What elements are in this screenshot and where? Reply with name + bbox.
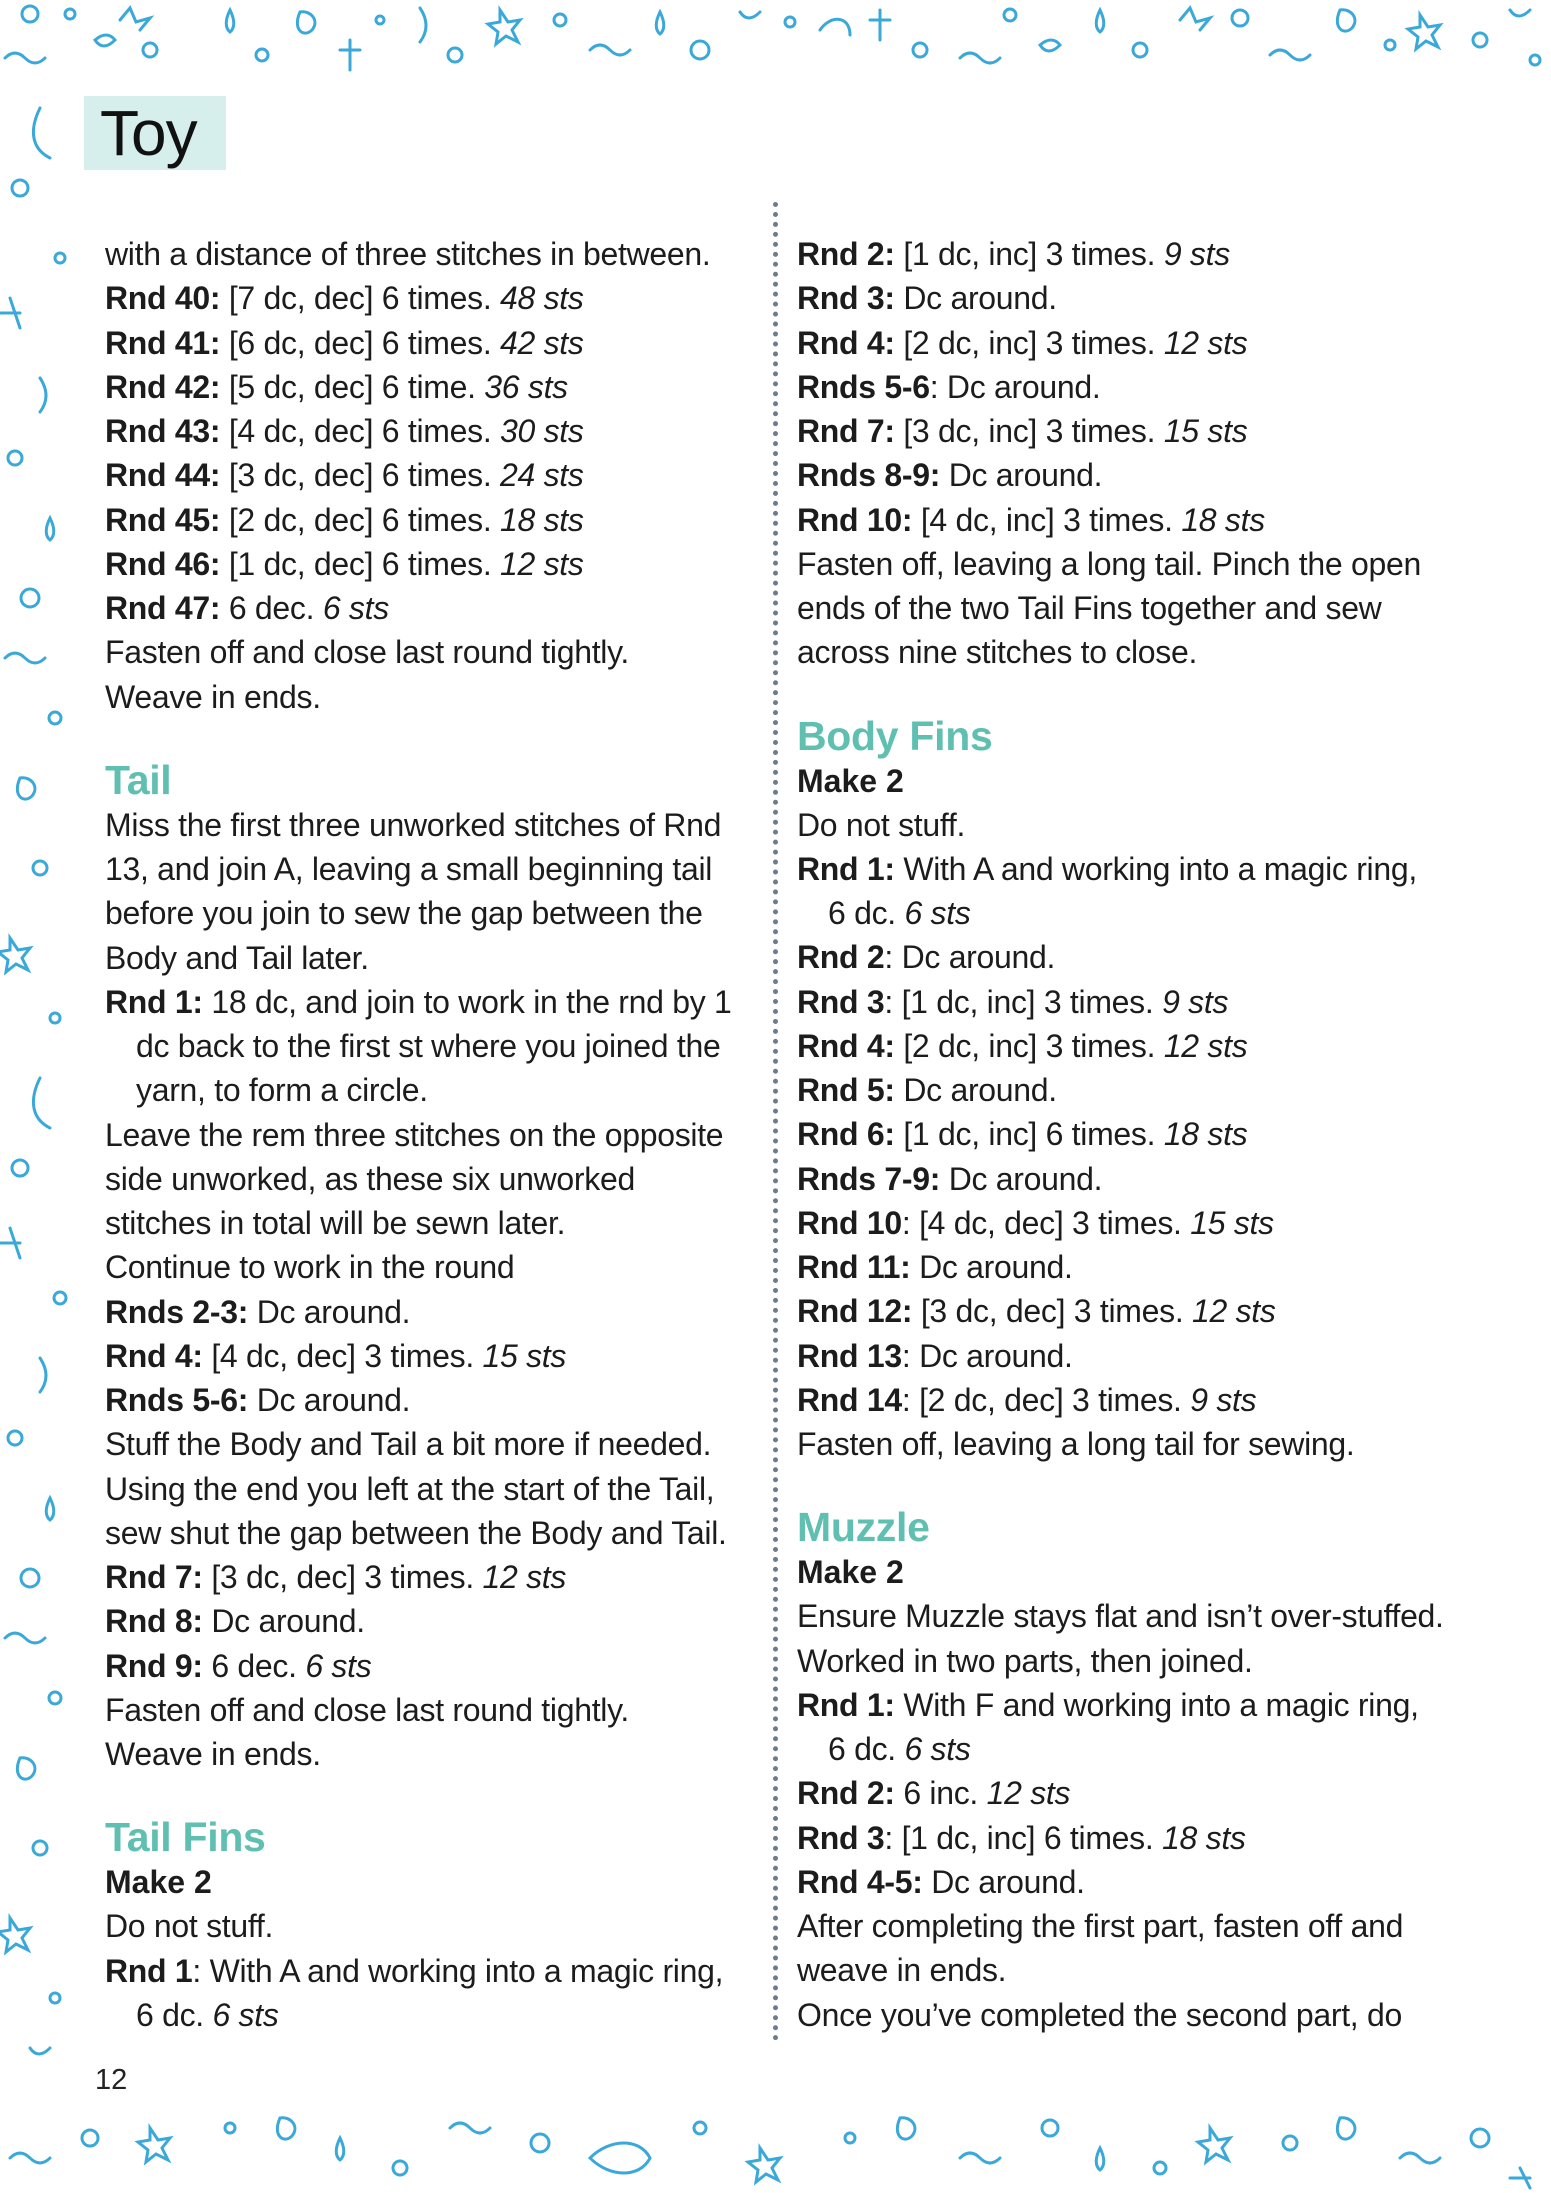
instruction-text: Do not stuff.: [105, 1908, 274, 1945]
round-label: Rnd 1: [105, 1952, 193, 1989]
round-instruction: [797, 1378, 1457, 1422]
round-instruction: [105, 1378, 751, 1422]
round-label: Rnd 42:: [105, 368, 221, 405]
instruction-text: 6 dec.: [202, 1647, 306, 1684]
instruction-text: Fasten off, leaving a long tail for sewing.: [797, 1426, 1355, 1462]
pattern-text-line: [797, 1639, 1457, 1683]
round-label: Rnd 10:: [797, 501, 913, 538]
stitch-count: 9 sts: [1162, 983, 1229, 1020]
round-label: Rnd 13: [797, 1337, 902, 1374]
round-label: Rnds 5-6:: [105, 1382, 249, 1418]
section-heading: Tail Fins: [105, 1814, 266, 1861]
round-label: Rnd 3:: [797, 280, 895, 317]
instruction-text: : With A and working into a magic ring,: [192, 1952, 724, 1989]
instruction-text: [7 dc, dec] 6 times.: [220, 280, 500, 317]
instruction-text: Dc around.: [940, 1160, 1103, 1197]
round-instruction: [797, 1245, 1457, 1289]
pattern-text-line: [797, 542, 1457, 586]
instruction-text: across nine stitches to close.: [797, 634, 1198, 671]
round-instruction: [797, 847, 1457, 891]
pattern-text-line: [105, 1024, 751, 1068]
round-label: Rnd 2:: [797, 236, 895, 272]
pattern-text-line: [105, 1467, 751, 1511]
round-label: Rnd 1:: [105, 983, 203, 1020]
instruction-text: Using the end you left at the start of the Tail,: [105, 1470, 715, 1507]
round-label: Rnds 7-9:: [797, 1160, 941, 1197]
round-instruction: [797, 935, 1457, 979]
round-instruction: [797, 1860, 1457, 1904]
round-label: Rnd 7:: [105, 1559, 203, 1595]
stitch-count: 12 sts: [482, 1559, 567, 1595]
stitch-count: 12 sts: [1192, 1293, 1276, 1330]
instruction-text: [3 dc, dec] 3 times.: [912, 1293, 1192, 1330]
instruction-text: Ensure Muzzle stays flat and isn’t over-stuffed.: [797, 1598, 1444, 1635]
round-instruction: [797, 453, 1457, 497]
round-instruction: [797, 1201, 1457, 1245]
stitch-count: 12 sts: [986, 1775, 1071, 1812]
instruction-text: Fasten off and close last round tightly.: [105, 1691, 630, 1728]
round-label: Rnd 12:: [797, 1293, 913, 1330]
round-instruction: [797, 1289, 1457, 1333]
instruction-text: [5 dc, dec] 6 time.: [220, 368, 485, 405]
instruction-text: 18 dc, and join to work in the rnd by 1: [202, 983, 732, 1020]
pattern-text-line: [105, 936, 751, 980]
instruction-text: [1 dc, dec] 6 times.: [220, 545, 500, 582]
instruction-text: [3 dc, dec] 6 times.: [220, 457, 500, 494]
instruction-text: Dc around.: [910, 1249, 1073, 1285]
instruction-text: 6 dc.: [828, 895, 905, 931]
right-column: [797, 232, 1457, 2037]
page-number: 12: [95, 2064, 128, 2096]
pattern-text-line: [105, 1993, 751, 2037]
stitch-count: 12 sts: [500, 545, 584, 582]
instruction-text: [4 dc, dec] 3 times.: [202, 1337, 483, 1374]
stitch-count: 18 sts: [1163, 1116, 1248, 1153]
round-instruction: [105, 453, 751, 497]
instruction-text: side unworked, as these six unworked: [105, 1160, 635, 1197]
round-label: Rnd 4-5:: [797, 1863, 923, 1900]
pattern-text-line: [105, 1511, 751, 1555]
instruction-text: : [1 dc, inc] 6 times.: [884, 1819, 1163, 1856]
round-instruction: [105, 1290, 751, 1334]
round-instruction: [105, 1949, 751, 1993]
pattern-text-line: [797, 630, 1457, 674]
round-label: Rnd 3: [797, 1819, 885, 1856]
round-instruction: [105, 321, 751, 365]
stitch-count: 15 sts: [482, 1337, 567, 1374]
round-label: Rnd 7:: [797, 413, 895, 449]
stitch-count: 15 sts: [1190, 1204, 1274, 1241]
instruction-text: sew shut the gap between the Body and Tail.: [105, 1514, 727, 1551]
round-instruction: [105, 409, 751, 453]
instruction-text: with a distance of three stitches in between.: [105, 236, 711, 272]
instruction-text: After completing the first part, fasten off and: [797, 1908, 1404, 1944]
stitch-count: 15 sts: [1163, 413, 1248, 449]
instruction-text: 6 dc.: [136, 1996, 213, 2033]
instruction-text: ends of the two Tail Fins together and sew: [797, 590, 1382, 626]
round-label: Rnd 5:: [797, 1072, 895, 1108]
column-divider: [773, 202, 778, 2042]
pattern-text-line: [797, 1422, 1457, 1466]
pattern-text-line: [105, 1113, 751, 1157]
round-instruction: [797, 232, 1457, 276]
instruction-text: Dc around.: [202, 1603, 365, 1640]
instruction-text: Miss the first three unworked stitches of Rnd: [105, 806, 722, 843]
round-label: Rnd 1:: [797, 1686, 895, 1723]
round-instruction: [797, 1157, 1457, 1201]
instruction-text: [2 dc, inc] 3 times.: [894, 1027, 1164, 1064]
stitch-count: 12 sts: [1163, 1027, 1248, 1064]
pattern-text-line: [105, 847, 751, 891]
pattern-text-line: [105, 1068, 751, 1112]
section-tab-title: Toy: [84, 96, 226, 170]
round-instruction: [105, 1599, 751, 1643]
instruction-text: With A and working into a magic ring,: [894, 850, 1417, 887]
round-instruction: [105, 1555, 751, 1599]
instruction-text: Dc around.: [894, 1072, 1057, 1108]
round-label: Rnd 4:: [797, 324, 895, 361]
instruction-text: Stuff the Body and Tail a bit more if needed.: [105, 1426, 712, 1463]
stitch-count: 9 sts: [1163, 236, 1230, 272]
round-label: Rnd 40:: [105, 280, 221, 317]
instruction-text: Do not stuff.: [797, 806, 966, 843]
stitch-count: 24 sts: [500, 457, 584, 494]
instruction-text: : Dc around.: [929, 368, 1101, 405]
stitch-count: 30 sts: [500, 413, 584, 449]
round-label: Rnd 14: [797, 1381, 902, 1418]
section-heading: Muzzle: [797, 1504, 930, 1551]
instruction-text: [4 dc, inc] 3 times.: [912, 501, 1182, 538]
pattern-text-line: [797, 891, 1457, 935]
round-label: Rnd 41:: [105, 324, 221, 361]
section-heading: Body Fins: [797, 712, 993, 759]
stitch-count: 6 sts: [904, 1731, 971, 1767]
pattern-text-line: [105, 803, 751, 847]
round-instruction: [797, 1068, 1457, 1112]
instruction-text: weave in ends.: [797, 1952, 1007, 1989]
pattern-text-line: [105, 1688, 751, 1732]
round-label: Rnd 10: [797, 1204, 902, 1241]
round-instruction: [105, 365, 751, 409]
instruction-text: Weave in ends.: [105, 1736, 321, 1772]
round-label: Rnd 6:: [797, 1116, 895, 1153]
stitch-count: 18 sts: [1162, 1819, 1246, 1856]
instruction-text: With F and working into a magic ring,: [894, 1686, 1419, 1723]
instruction-text: 13, and join A, leaving a small beginning tail: [105, 851, 713, 887]
pattern-text-line: [105, 1732, 751, 1776]
round-label: Rnds 5-6: [797, 368, 930, 405]
pattern-text-line: [105, 891, 751, 935]
pattern-text-line: [105, 1904, 751, 1948]
instruction-text: Continue to work in the round: [105, 1249, 515, 1286]
pattern-text-line: [797, 586, 1457, 630]
round-label: Rnds 8-9:: [797, 457, 941, 494]
round-instruction: [797, 409, 1457, 453]
stitch-count: 6 sts: [212, 1996, 279, 2033]
stitch-count: 6 sts: [305, 1647, 372, 1684]
instruction-text: 6 inc.: [894, 1775, 987, 1812]
pattern-text-line: [105, 1422, 751, 1466]
instruction-text: [2 dc, inc] 3 times.: [894, 324, 1164, 361]
round-label: Rnd 4:: [105, 1337, 203, 1374]
instruction-text: 6 dc.: [828, 1731, 905, 1767]
round-label: Rnd 43:: [105, 413, 221, 449]
instruction-text: Fasten off and close last round tightly.: [105, 634, 630, 671]
instruction-text: Dc around.: [248, 1382, 411, 1418]
pattern-text-line: [797, 1948, 1457, 1992]
stitch-count: 36 sts: [484, 368, 568, 405]
pattern-text-line: [105, 1245, 751, 1289]
instruction-text: Dc around.: [894, 280, 1057, 317]
make-count-subheading: Make 2: [797, 762, 904, 799]
round-instruction: [797, 980, 1457, 1024]
instruction-text: : Dc around.: [901, 1337, 1073, 1374]
pattern-text-line: [797, 1594, 1457, 1638]
pattern-text-line: [797, 1727, 1457, 1771]
section-heading: Tail: [105, 756, 172, 803]
round-instruction: [797, 1334, 1457, 1378]
instruction-text: Fasten off, leaving a long tail. Pinch the open: [797, 545, 1421, 582]
round-instruction: [105, 586, 751, 630]
round-instruction: [105, 1334, 751, 1378]
ocean-doodle-border-left: [0, 78, 78, 2098]
round-instruction: [105, 498, 751, 542]
stitch-count: 18 sts: [500, 501, 584, 538]
round-label: Rnd 8:: [105, 1603, 203, 1640]
instruction-text: [3 dc, inc] 3 times.: [894, 413, 1164, 449]
round-instruction: [105, 980, 751, 1024]
instruction-text: : [2 dc, dec] 3 times.: [901, 1381, 1191, 1418]
instruction-text: Dc around.: [940, 457, 1103, 494]
instruction-text: [6 dc, dec] 6 times.: [220, 324, 500, 361]
instruction-text: 6 dec.: [220, 590, 323, 626]
instruction-text: Dc around.: [248, 1293, 411, 1330]
instruction-text: Leave the rem three stitches on the opposite: [105, 1116, 724, 1153]
instruction-text: [1 dc, inc] 3 times.: [894, 236, 1164, 272]
pattern-text-line: [797, 1993, 1457, 2037]
instruction-text: dc back to the first st where you joined the: [136, 1028, 721, 1064]
instruction-text: Weave in ends.: [105, 678, 321, 715]
stitch-count: 6 sts: [322, 590, 389, 626]
ocean-doodle-border-bottom: [0, 2098, 1551, 2193]
instruction-text: : Dc around.: [884, 939, 1056, 976]
round-instruction: [797, 1024, 1457, 1068]
stitch-count: 18 sts: [1181, 501, 1265, 538]
stitch-count: 48 sts: [500, 280, 584, 317]
round-label: Rnd 2:: [797, 1775, 895, 1812]
instruction-text: yarn, to form a circle.: [136, 1072, 428, 1109]
round-instruction: [105, 276, 751, 320]
stitch-count: 6 sts: [904, 895, 971, 931]
round-label: Rnd 4:: [797, 1027, 895, 1064]
pattern-text-line: [797, 1904, 1457, 1948]
round-instruction: [797, 1816, 1457, 1860]
left-column: [105, 232, 751, 2037]
pattern-text-line: [105, 1157, 751, 1201]
round-instruction: [105, 542, 751, 586]
instruction-text: Dc around.: [922, 1863, 1085, 1900]
pattern-text-line: [797, 803, 1457, 847]
instruction-text: stitches in total will be sewn later.: [105, 1205, 566, 1241]
instruction-text: Worked in two parts, then joined.: [797, 1642, 1253, 1679]
make-count-subheading: Make 2: [105, 1864, 212, 1901]
round-instruction: [797, 1771, 1457, 1815]
round-instruction: [797, 365, 1457, 409]
round-label: Rnd 3: [797, 983, 885, 1020]
instruction-text: [2 dc, dec] 6 times.: [220, 501, 500, 538]
round-label: Rnd 46:: [105, 545, 221, 582]
round-label: Rnds 2-3:: [105, 1293, 249, 1330]
stitch-count: 9 sts: [1190, 1381, 1257, 1418]
pattern-text-line: [105, 1201, 751, 1245]
round-instruction: [797, 1683, 1457, 1727]
round-instruction: [797, 276, 1457, 320]
round-instruction: [105, 1644, 751, 1688]
pattern-text-line: [105, 675, 751, 719]
round-instruction: [797, 498, 1457, 542]
ocean-doodle-border-top: [0, 0, 1551, 78]
instruction-text: : [4 dc, dec] 3 times.: [901, 1204, 1191, 1241]
round-label: Rnd 9:: [105, 1647, 203, 1684]
round-label: Rnd 11:: [797, 1249, 911, 1285]
round-label: Rnd 2: [797, 939, 885, 976]
round-label: Rnd 47:: [105, 590, 221, 626]
round-label: Rnd 44:: [105, 457, 221, 494]
instruction-text: [3 dc, dec] 3 times.: [202, 1559, 483, 1595]
stitch-count: 12 sts: [1163, 324, 1248, 361]
round-label: Rnd 1:: [797, 850, 895, 887]
instruction-text: [4 dc, dec] 6 times.: [220, 413, 500, 449]
instruction-text: before you join to sew the gap between the: [105, 895, 703, 932]
instruction-text: Body and Tail later.: [105, 939, 369, 976]
instruction-text: [1 dc, inc] 6 times.: [894, 1116, 1164, 1153]
pattern-text-line: [105, 630, 751, 674]
round-instruction: [797, 321, 1457, 365]
make-count-subheading: Make 2: [797, 1554, 904, 1591]
instruction-text: : [1 dc, inc] 3 times.: [884, 983, 1163, 1020]
stitch-count: 42 sts: [500, 324, 584, 361]
round-label: Rnd 45:: [105, 501, 221, 538]
round-instruction: [797, 1112, 1457, 1156]
pattern-text-line: [105, 232, 751, 276]
instruction-text: Once you’ve completed the second part, do: [797, 1996, 1402, 2033]
